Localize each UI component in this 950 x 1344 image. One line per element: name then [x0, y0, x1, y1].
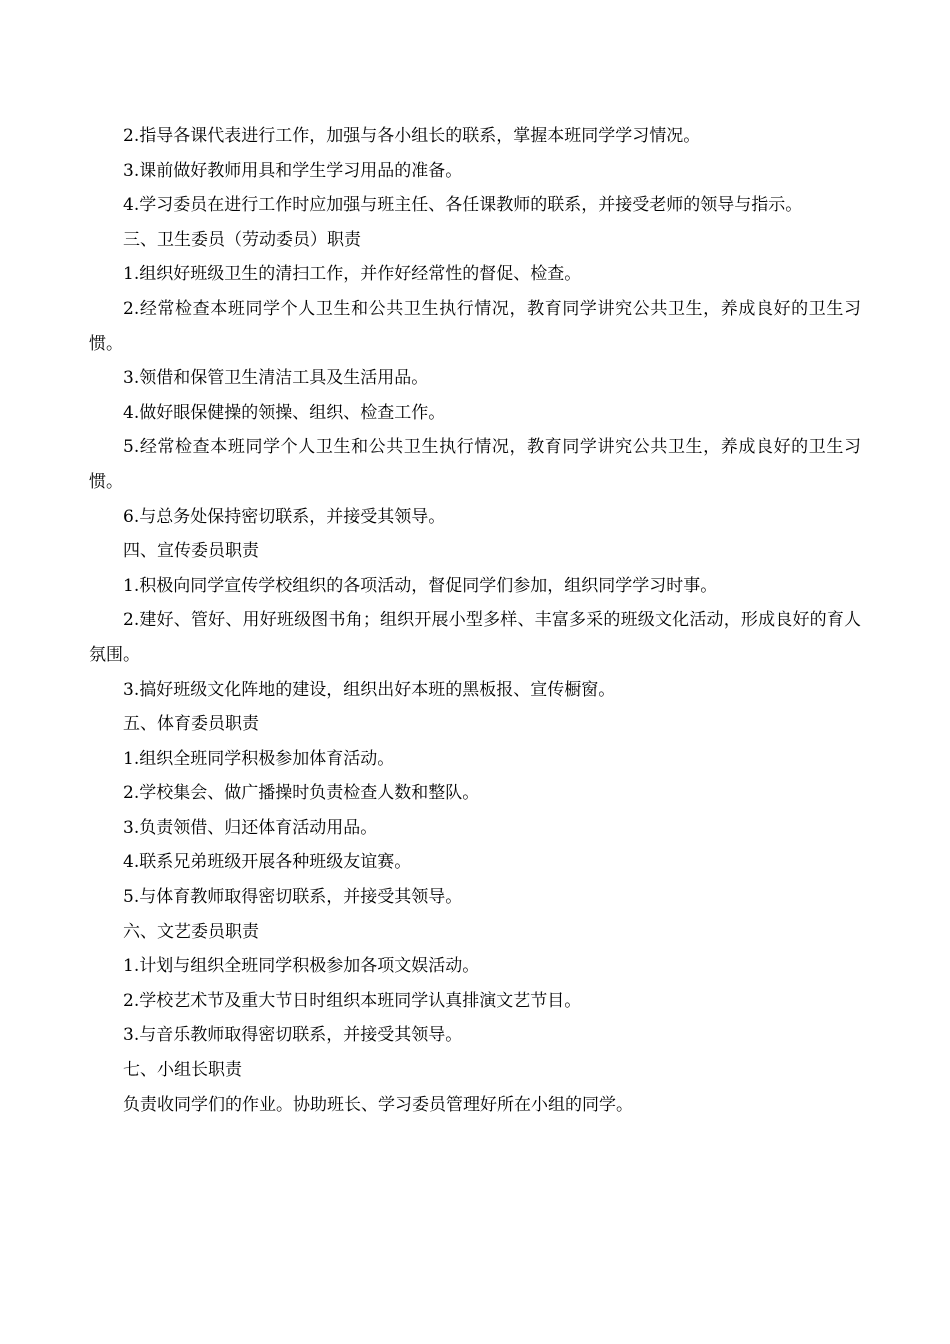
list-item: 4.联系兄弟班级开展各种班级友谊赛。 — [123, 852, 412, 873]
section-heading: 七、小组长职责 — [123, 1060, 242, 1081]
list-item: 4.做好眼保健操的领操、组织、检查工作。 — [123, 402, 446, 423]
list-item: 1.积极向同学宣传学校组织的各项活动，督促同学们参加，组织同学学习时事。 — [123, 575, 718, 596]
list-item: 1.组织全班同学积极参加体育活动。 — [123, 748, 395, 769]
list-item: 1.计划与组织全班同学积极参加各项文娱活动。 — [123, 956, 480, 977]
list-item: 2.学校集会、做广播操时负责检查人数和整队。 — [123, 783, 480, 804]
list-item: 3.领借和保管卫生清洁工具及生活用品。 — [123, 368, 429, 389]
list-item: 4.学习委员在进行工作时应加强与班主任、各任课教师的联系，并接受老师的领导与指示。 — [123, 195, 803, 216]
list-item: 2.经常检查本班同学个人卫生和公共卫生执行情况，教育同学讲究公共卫生，养成良好的卫生习惯。 — [89, 298, 861, 354]
list-item: 5.经常检查本班同学个人卫生和公共卫生执行情况，教育同学讲究公共卫生，养成良好的卫生习惯。 — [89, 437, 861, 492]
section-heading: 五、体育委员职责 — [123, 714, 259, 735]
list-item: 2.指导各课代表进行工作，加强与各小组长的联系，掌握本班同学学习情况。 — [123, 126, 701, 146]
list-item: 5.与体育教师取得密切联系，并接受其领导。 — [123, 887, 463, 908]
section-heading: 三、卫生委员（劳动委员）职责 — [123, 229, 361, 250]
list-item: 1.组织好班级卫生的清扫工作，并作好经常性的督促、检查。 — [123, 264, 582, 285]
section-heading: 六、文艺委员职责 — [123, 921, 259, 942]
list-item: 3.课前做好教师用具和学生学习用品的准备。 — [123, 160, 463, 181]
list-item: 6.与总务处保持密切联系，并接受其领导。 — [123, 506, 446, 527]
list-item: 3.负责领借、归还体育活动用品。 — [123, 817, 378, 838]
list-item: 2.建好、管好、用好班级图书角；组织开展小型多样、丰富多采的班级文化活动，形成良好的育人氛围。 — [89, 610, 861, 665]
list-item: 3.搞好班级文化阵地的建设，组织出好本班的黑板报、宣传橱窗。 — [123, 679, 616, 700]
document-page — [89, 119, 861, 1122]
section-heading: 四、宣传委员职责 — [123, 541, 259, 562]
list-item: 2.学校艺术节及重大节日时组织本班同学认真排演文艺节目。 — [123, 990, 582, 1011]
list-item: 负责收同学们的作业。协助班长、学习委员管理好所在小组的同学。 — [123, 1094, 633, 1115]
list-item: 3.与音乐教师取得密切联系，并接受其领导。 — [123, 1025, 463, 1046]
